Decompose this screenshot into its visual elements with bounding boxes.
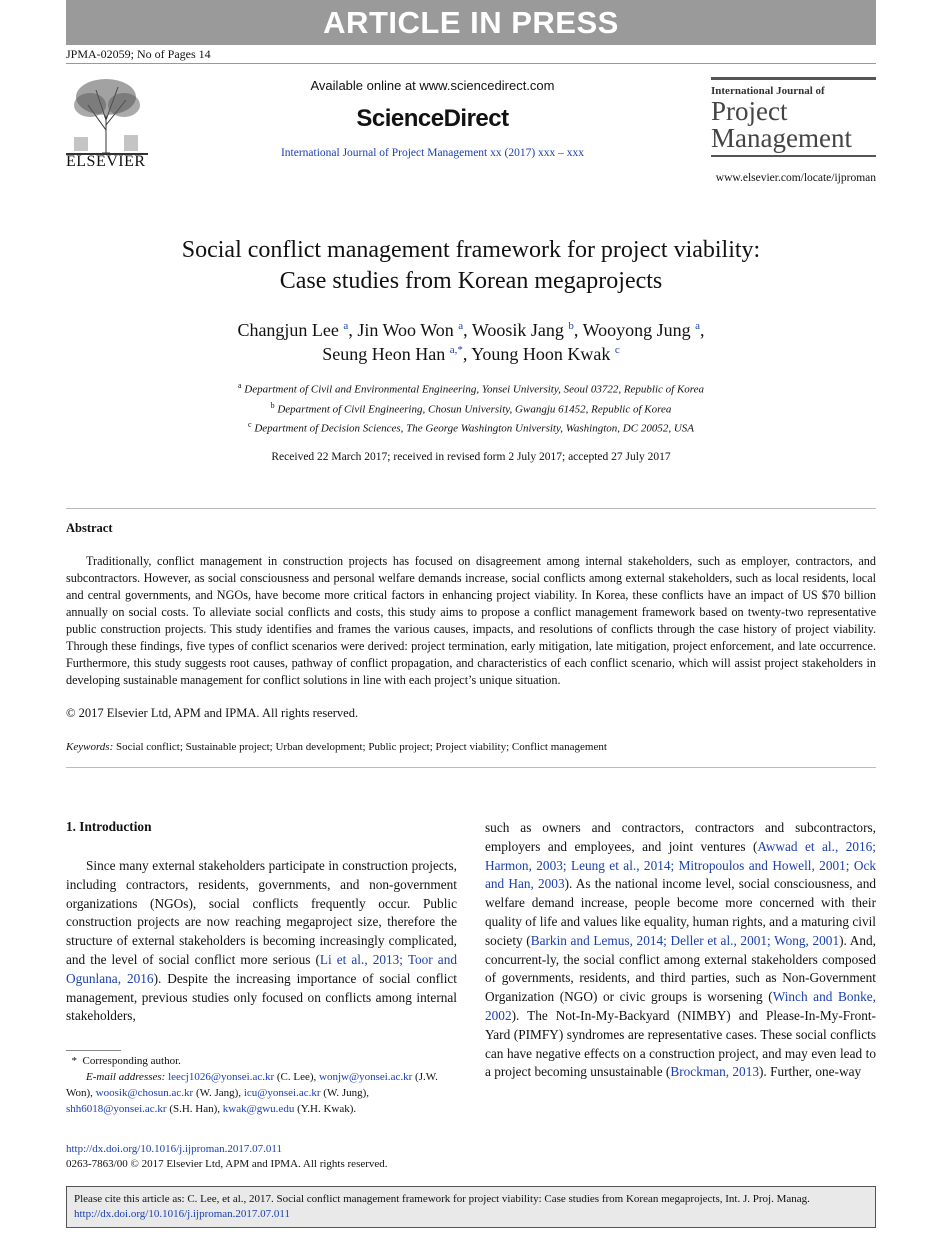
affil-label: a [237,381,242,390]
affiliation-item [66,378,876,398]
author-name: Woosik Jang [471,320,564,340]
journal-reference[interactable]: International Journal of Project Management xx (2017) xxx – xxx [280,147,585,159]
article-title [66,235,876,297]
keywords [66,741,876,753]
author-sep: , [462,344,472,364]
affiliation-item [66,398,876,418]
abstract-copyright: © 2017 Elsevier Ltd, APM and IPMA. All rights reserved. [66,706,359,720]
sciencedirect-logo: ScienceDirect [356,105,509,132]
section-heading-introduction: 1. Introduction [66,819,152,834]
affil-marker[interactable]: c [614,344,620,356]
footnote-rule [66,1050,121,1051]
publisher-name: ELSEVIER [66,153,146,170]
author-line-1 [66,318,876,342]
affil-label: c [248,420,252,430]
affiliation-item [66,417,876,437]
email-addresses [66,1069,466,1117]
citation-link[interactable]: Awwad et al., 2016; Harmon, 2003; Leung et al., 2014; Mitropoulos and Howell, 2001; Ock and Han, 2003 [485,838,876,892]
email-link[interactable]: icu@yonsei.ac.kr [243,1087,321,1099]
affil-label: b [270,400,275,410]
received-dates: Received 22 March 2017; received in revised form 2 July 2017; accepted 27 July 2017 [271,451,671,463]
citation-link[interactable]: Winch and Bonke, 2002 [485,989,876,1023]
doi-link[interactable]: http://dx.doi.org/10.1016/j.ijproman.2017.07.011 [66,1143,283,1155]
divider-top [66,508,876,509]
corresponding-text: Corresponding author. [82,1055,181,1067]
email-label: E-mail addresses: [86,1071,166,1083]
citation-link[interactable]: Li et al., 2013; Toor and Ogunlana, 2016 [66,951,457,986]
email-owner: (W. Jang), [193,1087,244,1099]
body-text: ). Despite the increasing importance of social conflict management, previous studies only focused on conflicts among internal stakeholders, [66,970,458,1024]
author-name: Changjun Lee [237,320,339,340]
author-list [66,318,876,366]
affil-text: Department of Civil Engineering, Chosun University, Gwangju 61452, Republic of Korea [277,403,672,416]
author-line-2 [66,342,876,366]
author-sep: , [348,320,358,340]
keywords-list: Social conflict; Sustainable project; Urban development; Public project; Project viability; Conflict management [116,741,607,753]
affil-marker[interactable]: a [695,320,701,332]
affil-marker[interactable]: b [568,320,574,332]
email-owner: (C. Lee), [274,1071,320,1083]
title-line-1: Social conflict management framework for project viability: [181,237,761,263]
affil-marker[interactable]: a,* [449,344,463,356]
affil-marker[interactable]: a [458,320,464,332]
footnote-star: * [71,1055,77,1067]
abstract-text: Traditionally, conflict management in construction projects has focused on disagreement among internal stakeholders, such as employer, contractors, and subcontractors. However, as social consciousness and personal welfare demands increase, social conflicts among external stakeholders, such as local residents, local and central governments, and NGOs, have become more critical factors in enhancing project viability. In Korea, these conflicts have an impact of US $70 billion annually on social costs. To alleviate social conflicts and costs, this study aims to propose a conflict management framework based on twenty-two representative public construction projects. This study identifies and frames the various causes, impacts, and resolutions of conflicts through the case history of project viability. Through these findings, five types of conflict scenarios were derived: project termination, early mitigation, late mitigation, project enforcement, and late occurrence. Furthermore, this study suggests root causes, pathway of conflict propagation, and characteristics of each conflict scenario, which will assist project stakeholders in developing sustainable management for conflict solutions in line with each project’s unique situation. [66,554,876,687]
body-text: Since many external stakeholders participate in construction projects, including contractors, residents, governments, and non-government organizations (NGOs), social conflicts frequently occur. Public construction projects are now reaching megaproject size, therefore the structure of external stakeholders is becoming increasingly complicated, and the level of social conflict more serious ( [66,858,457,967]
email-link[interactable]: kwak@gwu.edu [222,1103,295,1115]
author-name: Young Hoon Kwak [471,344,611,364]
intro-right-column [485,819,876,1082]
email-owner: (S.H. Han), [166,1103,223,1115]
available-online: Available online at www.sciencedirect.com [310,78,555,93]
email-link[interactable]: leecj1026@yonsei.ac.kr [168,1071,275,1083]
citation-link[interactable]: Barkin and Lemus, 2014; Deller et al., 2001; Wong, 2001 [530,932,840,948]
affil-marker[interactable]: a [343,320,349,332]
ijpm-logo-small: International Journal of [711,85,825,97]
intro-left-column [66,857,457,1026]
author-sep: , [463,320,472,340]
abstract-heading: Abstract [66,521,113,535]
keywords-label: Keywords: [66,741,114,753]
journal-header-center [230,78,635,159]
author-name: Seung Heon Han [322,344,446,364]
email-link[interactable]: wonjw@yonsei.ac.kr [319,1071,413,1083]
article-id-line: JPMA-02059; No of Pages 14 [66,45,876,64]
body-text: ). The Not-In-My-Backyard (NIMBY) and Please-In-My-Front-Yard (PIMFY) syndromes are representative cases. These social conflicts can have negative effects on a construction project, and may even lead to a project becoming unsustainable ( [485,1007,876,1080]
issn-line: 0263-7863/00 © 2017 Elsevier Ltd, APM and IPMA. All rights reserved. [66,1158,388,1170]
email-owner: (Y.H. Kwak). [294,1103,357,1115]
citation-link[interactable]: Brockman, 2013 [670,1064,759,1080]
email-link[interactable]: woosik@chosun.ac.kr [95,1087,194,1099]
affil-text: Department of Decision Sciences, The George Washington University, Washington, DC 20052, USA [254,422,694,435]
logo-rule [711,77,876,80]
cite-doi-link[interactable]: http://dx.doi.org/10.1016/j.ijproman.2017.07.011 [74,1208,291,1220]
affiliations [66,378,876,437]
body-text: ). Further, one-way [759,1064,862,1080]
ijpm-logo-project: Project [711,96,788,126]
body-text: ). As the national income level, social consciousness, and welfare demand increase, people become more concerned with their quality of life and values like equality, human rights, and a maturing civil society ( [485,876,876,948]
author-sep: , [700,320,705,340]
corresponding-author-note [66,1053,466,1069]
ijpm-logo-management: Management [711,123,852,153]
affil-text: Department of Civil and Environmental Engineering, Yonsei University, Seoul 03722, Republic of Korea [244,383,705,396]
author-sep: , [573,320,583,340]
body-text: ). And, concurrent-ly, the social conflict among external stakeholders composed of governments, residents, and third parties, such as Non-Government Organization (NGO) or civic groups is worsening ( [485,932,876,1005]
email-owner: (J.W. Won), [66,1071,438,1099]
article-in-press-banner: ARTICLE IN PRESS [66,0,876,45]
ijpm-logo [711,77,876,157]
title-line-2: Case studies from Korean megaprojects [279,268,663,294]
footnote [66,1053,466,1117]
journal-url[interactable]: www.elsevier.com/locate/ijproman [715,172,876,184]
divider-bottom [66,767,876,768]
author-name: Jin Woo Won [357,320,454,340]
citation-box [66,1186,876,1228]
email-link[interactable]: shh6018@yonsei.ac.kr [66,1103,167,1115]
email-owner: (W. Jung), [320,1087,370,1099]
body-text: such as owners and contractors, contractors and subcontractors, employers and employees, and joint ventures ( [485,820,876,854]
logo-rule-bottom [711,155,876,157]
author-name: Wooyong Jung [582,320,691,340]
cite-text: Please cite this article as: C. Lee, et al., 2017. Social conflict management framework for project viability: Case studies from Korean megaprojects, Int. J. Proj. Manag. [74,1193,810,1205]
